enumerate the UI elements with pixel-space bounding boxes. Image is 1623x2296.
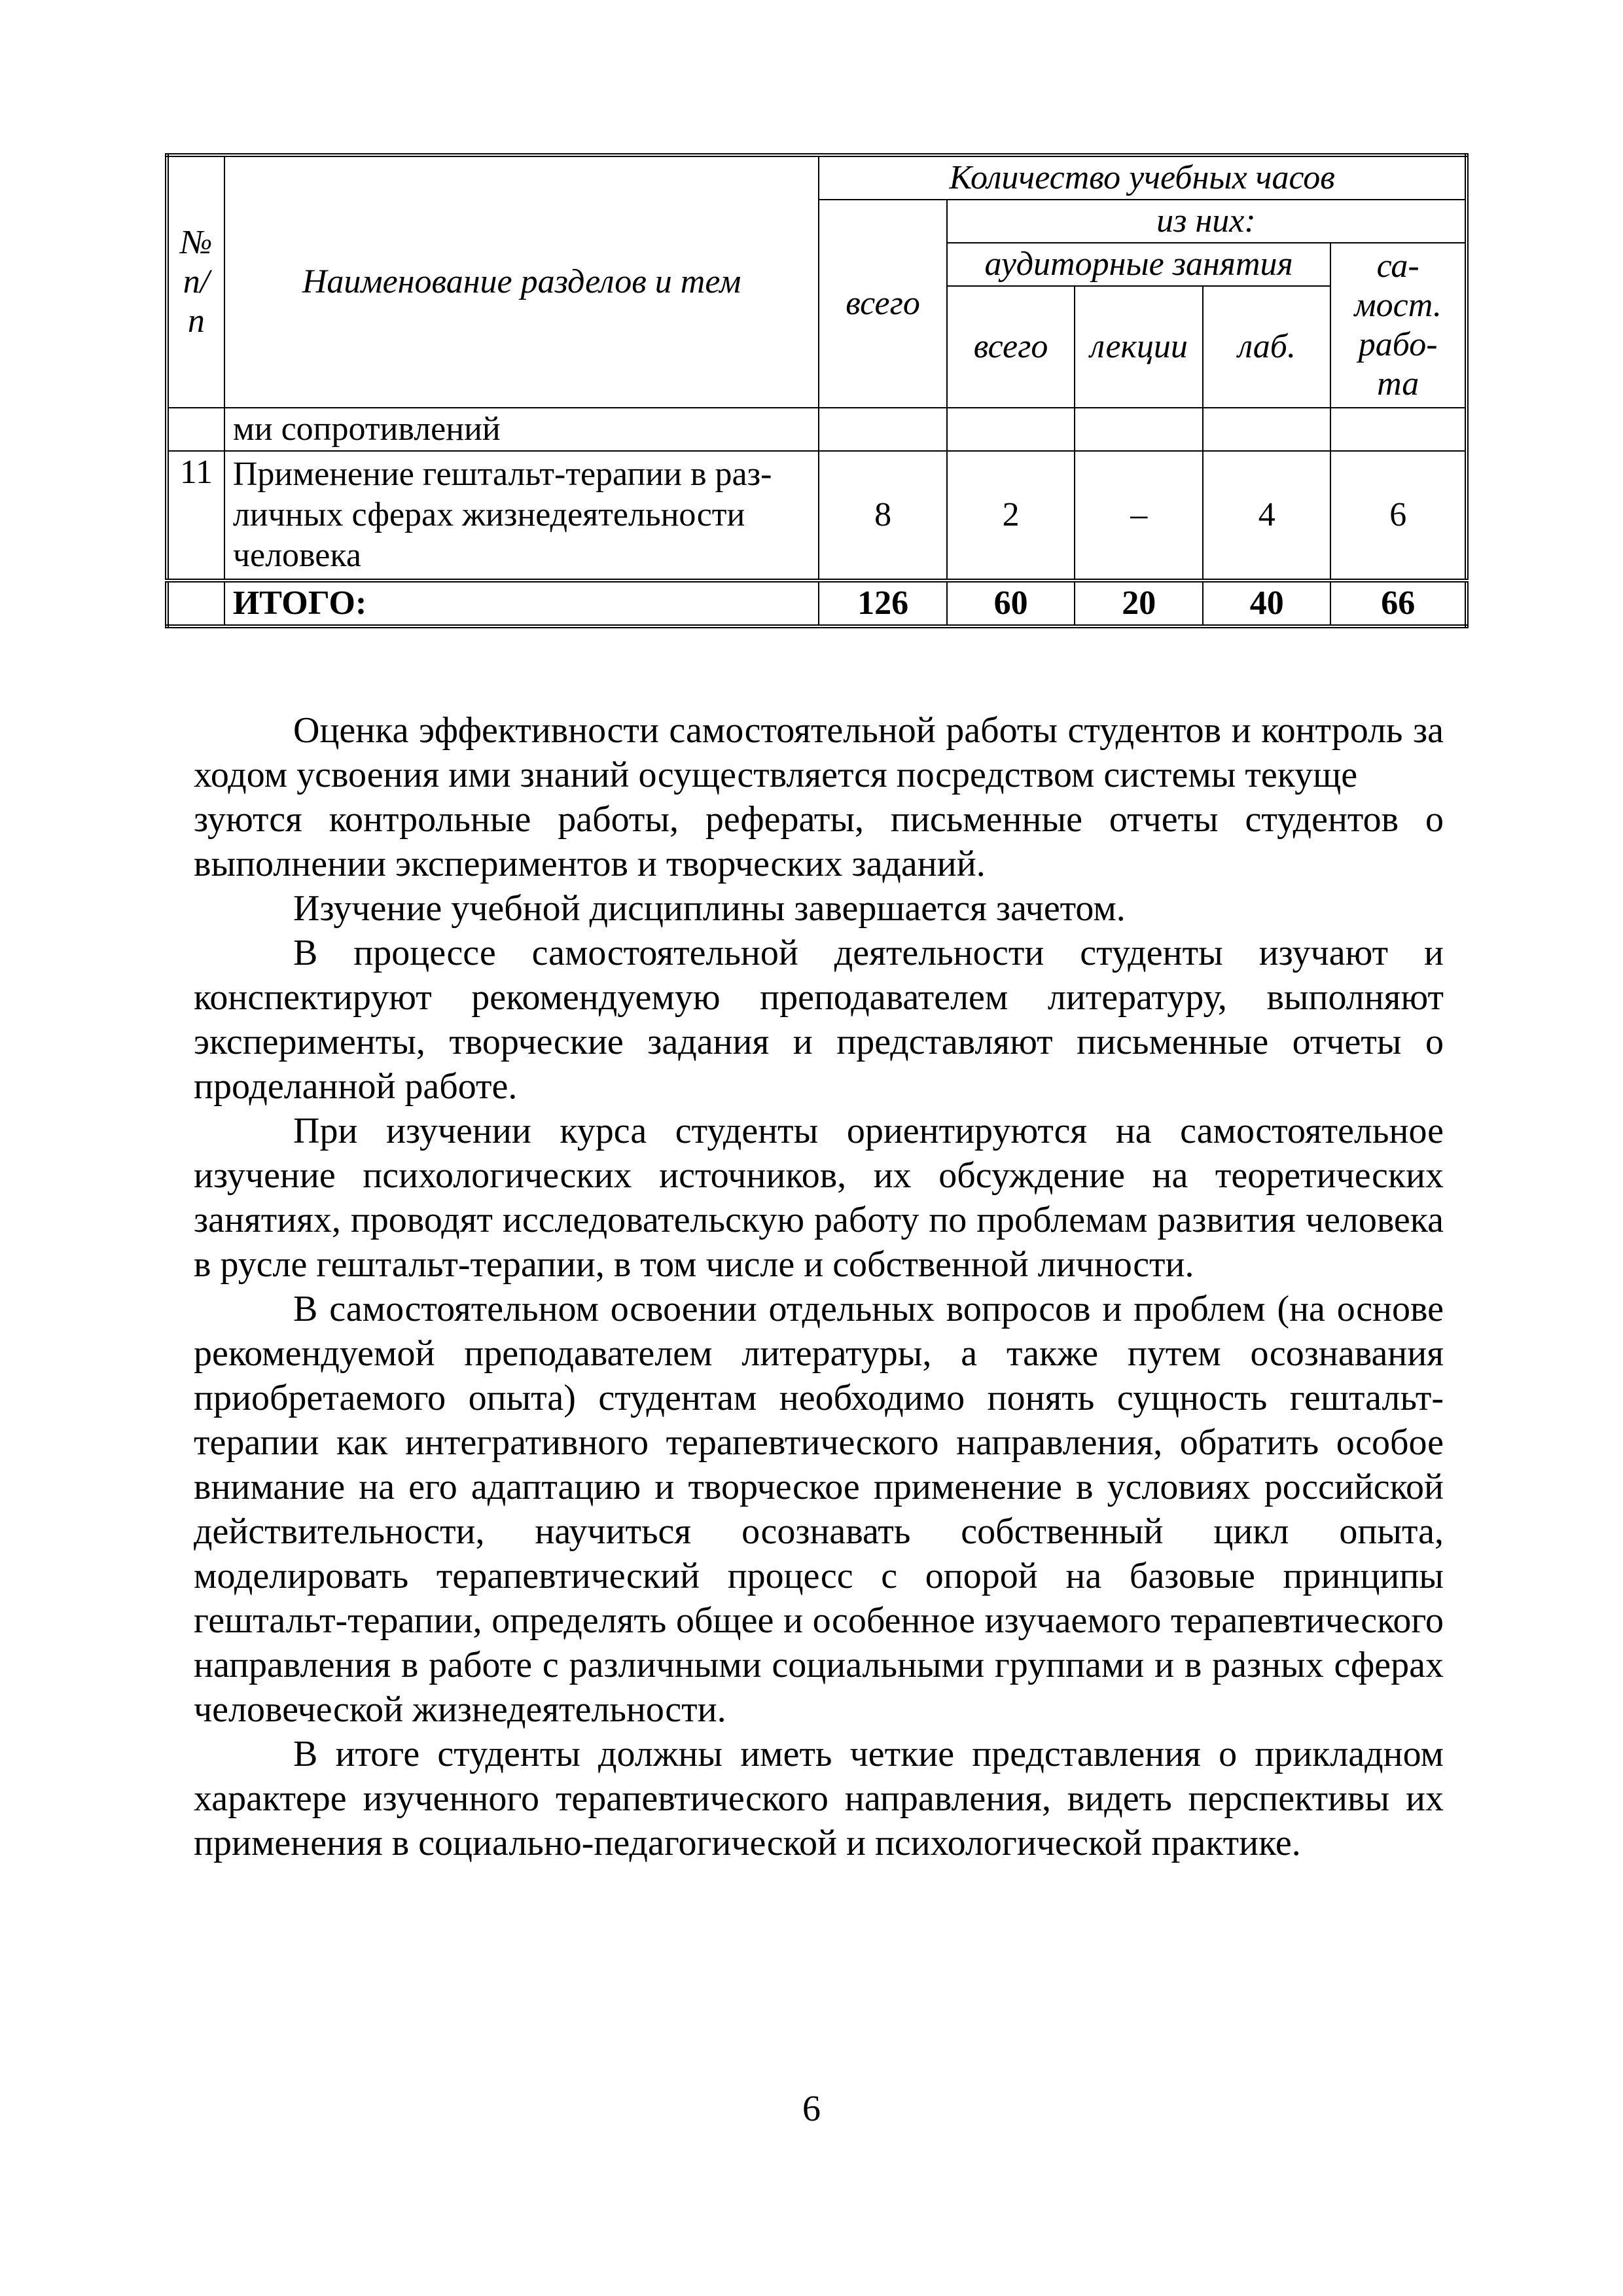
row-classroom-total: 2 bbox=[947, 451, 1075, 581]
header-number-line2: п/ bbox=[183, 263, 210, 300]
row-number: 11 bbox=[167, 451, 224, 581]
header-number-line1: № bbox=[180, 224, 213, 261]
row-name-line1: Применение гештальт-терапии в раз- bbox=[232, 456, 772, 493]
row-total bbox=[819, 408, 947, 451]
row-lectures bbox=[1075, 408, 1203, 451]
row-lectures: – bbox=[1075, 451, 1203, 581]
total-number bbox=[167, 581, 224, 626]
header-of-which: из них: bbox=[947, 200, 1467, 243]
total-row bbox=[167, 581, 1467, 626]
total-hours: 126 bbox=[819, 581, 947, 626]
row-self-work bbox=[1330, 408, 1467, 451]
paragraph-3: Изучение учебной дисциплины завершается зачетом. bbox=[293, 888, 1126, 929]
row-classroom-total bbox=[947, 408, 1075, 451]
page-number: 6 bbox=[802, 2089, 821, 2129]
row-lab: 4 bbox=[1203, 451, 1330, 581]
header-number-cell bbox=[167, 155, 224, 408]
row-total: 8 bbox=[819, 451, 947, 581]
paragraph-1: Оценка эффективности самостоятельной работы студентов и контроль за ходом усвоения ими знаний осуществляется посредством системы текуще bbox=[194, 710, 1444, 795]
curriculum-table bbox=[165, 153, 1469, 628]
row-name-line2: личных сферах жизнедеятельности bbox=[232, 496, 745, 533]
paragraph-5: При изучении курса студенты ориентируются на самостоятельное изучение психологических источников, их обсуждение на теоретических занятиях, проводят исследовательскую работу по проблемам развития человека в русле гештальт-терапии, в том числе и собственной личности. bbox=[194, 1111, 1444, 1285]
header-classroom-total: всего bbox=[947, 286, 1075, 408]
header-lab: лаб. bbox=[1203, 286, 1330, 408]
header-self-work-line1: са- bbox=[1376, 247, 1419, 285]
header-number-line3: п bbox=[187, 302, 205, 340]
total-label: ИТОГО: bbox=[224, 581, 819, 626]
paragraph-6: В самостоятельном освоении отдельных вопросов и проблем (на основе рекомендуемой преподавателем литературы, а также путем осознавания приобретаемого опыта) студентам необходимо понять сущность гештальт-терапии как интегративного терапевтического направления, обратить особое внимание на его адаптацию и творческое применение в условиях российской действительности, научиться осознавать собственный цикл опыта, моделировать терапевтический процесс с опорой на базовые принципы гештальт-терапии, определять общее и особенное изучаемого терапевтического направления в работе с различными социальными группами и в разных сферах человеческой жизнедеятельности. bbox=[194, 1289, 1444, 1730]
header-lectures: лекции bbox=[1075, 286, 1203, 408]
table-row bbox=[167, 408, 1467, 451]
header-classroom: аудиторные занятия bbox=[947, 243, 1331, 286]
total-lab: 40 bbox=[1203, 581, 1330, 626]
row-name: ми сопротивлений bbox=[224, 408, 819, 451]
table-row bbox=[167, 451, 1467, 581]
header-self-work-line3: рабо- bbox=[1358, 326, 1438, 363]
row-number bbox=[167, 408, 224, 451]
header-name: Наименование разделов и тем bbox=[224, 155, 819, 408]
row-lab bbox=[1203, 408, 1330, 451]
total-lectures: 20 bbox=[1075, 581, 1203, 626]
row-name-line3: человека bbox=[232, 537, 361, 574]
header-total: всего bbox=[819, 200, 947, 408]
header-self-work-line2: мост. bbox=[1354, 287, 1442, 324]
header-self-work-line4: та bbox=[1377, 365, 1419, 403]
total-self-work: 66 bbox=[1330, 581, 1467, 626]
row-self-work: 6 bbox=[1330, 451, 1467, 581]
body-text bbox=[194, 708, 1444, 1865]
header-hours-title: Количество учебных часов bbox=[819, 155, 1467, 200]
paragraph-4: В процессе самостоятельной деятельности студенты изучают и конспектируют рекомендуемую преподавателем литературу, выполняют эксперименты, творческие задания и представляют письменные отчеты о проделанной работе. bbox=[194, 933, 1444, 1107]
row-name bbox=[224, 451, 819, 581]
total-classroom: 60 bbox=[947, 581, 1075, 626]
paragraph-2: зуются контрольные работы, рефераты, письменные отчеты студентов о выполнении экспериментов и творческих заданий. bbox=[194, 799, 1444, 884]
paragraph-7: В итоге студенты должны иметь четкие представления о прикладном характере изученного терапевтического направления, видеть перспективы их применения в социально-педагогической и психологической практике. bbox=[194, 1734, 1444, 1863]
header-self-work bbox=[1330, 243, 1467, 408]
